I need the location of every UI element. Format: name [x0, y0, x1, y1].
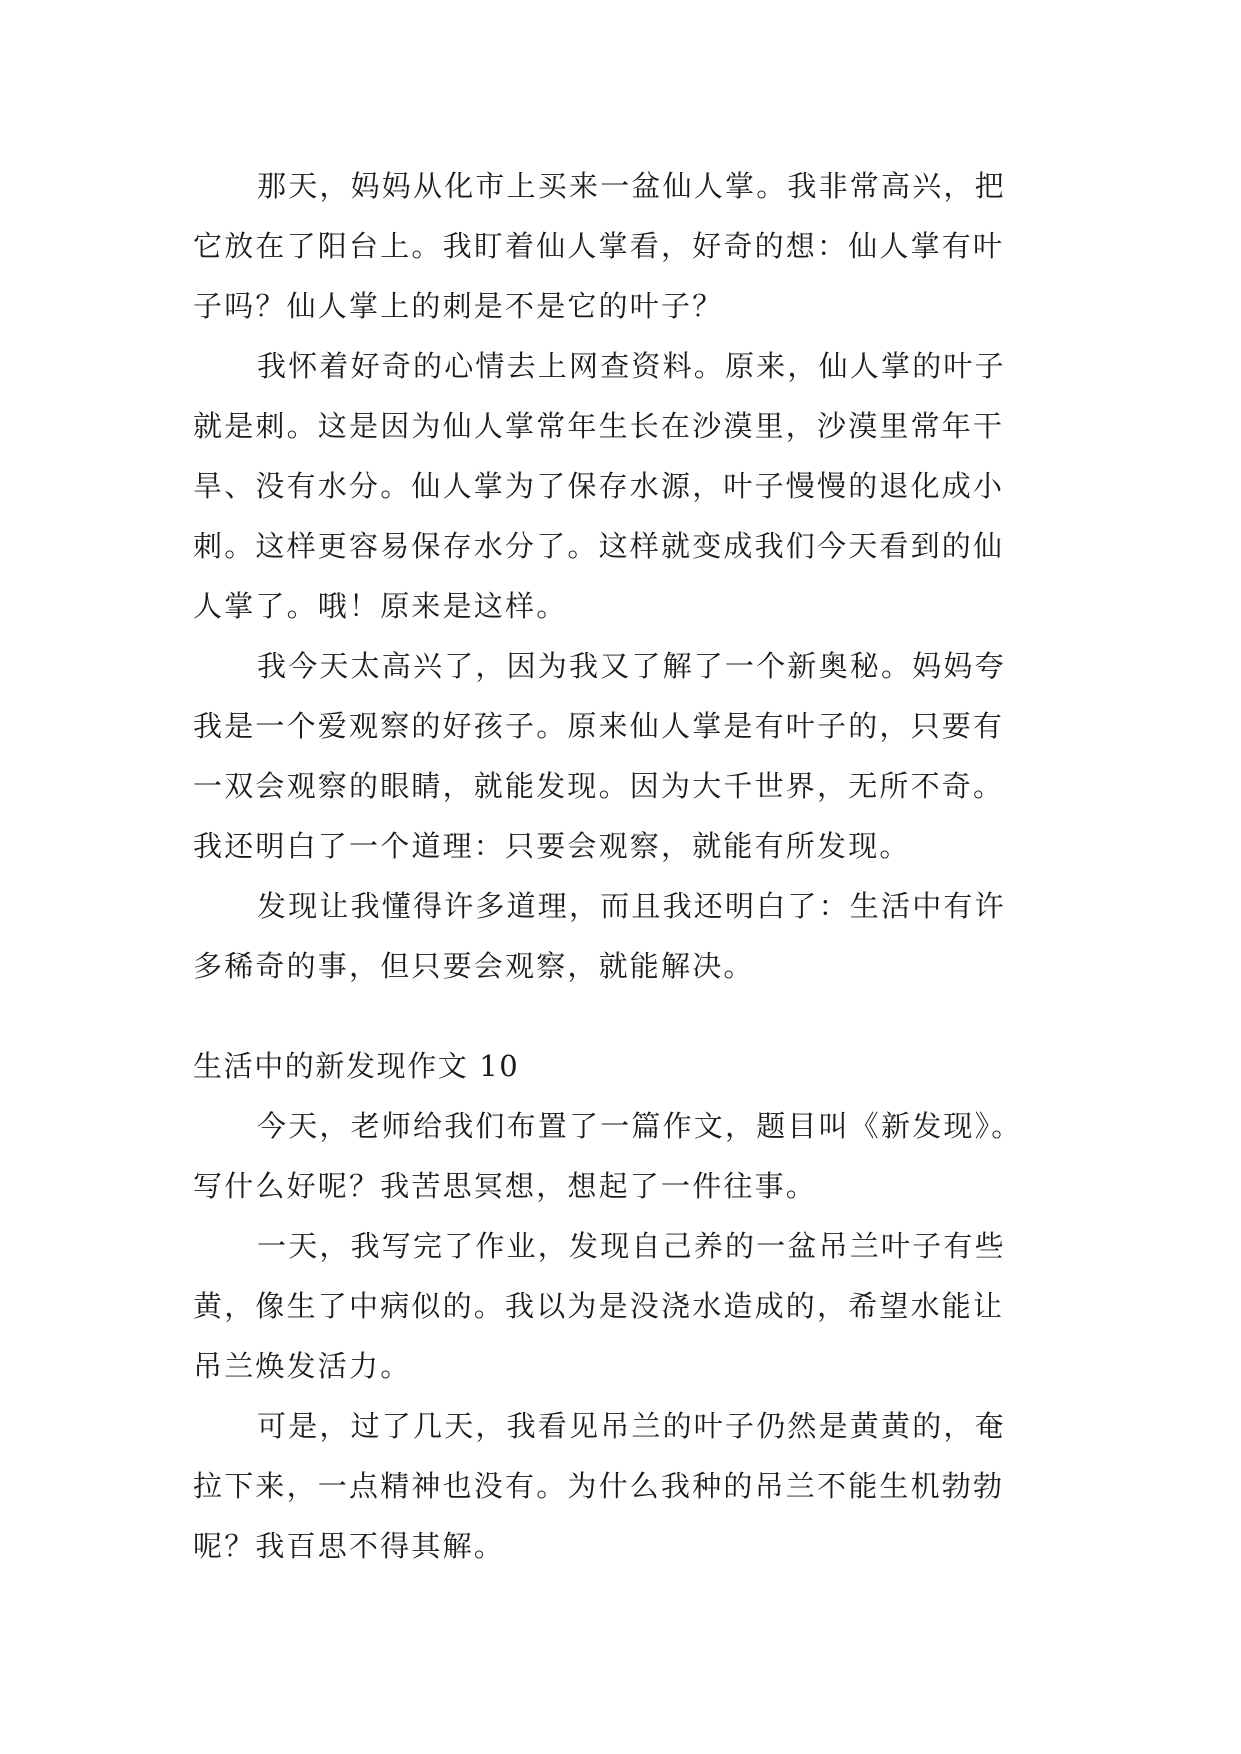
paragraph-line: 它放在了阳台上。我盯着仙人掌看，好奇的想：仙人掌有叶	[193, 229, 1005, 263]
paragraph-line: 一双会观察的眼睛，就能发现。因为大千世界，无所不奇。	[193, 769, 1005, 803]
paragraph-line: 人掌了。哦！原来是这样。	[193, 589, 568, 623]
paragraph-line: 拉下来，一点精神也没有。为什么我种的吊兰不能生机勃勃	[193, 1469, 1005, 1503]
paragraph-line: 多稀奇的事，但只要会观察，就能解决。	[193, 949, 755, 983]
paragraph-line: 今天，老师给我们布置了一篇作文，题目叫《新发现》。	[257, 1109, 1023, 1143]
section-title: 生活中的新发现作文 10	[193, 1049, 520, 1083]
paragraph-line: 子吗？仙人掌上的刺是不是它的叶子？	[193, 289, 724, 323]
paragraph-line: 吊兰焕发活力。	[193, 1349, 412, 1383]
paragraph-line: 可是，过了几天，我看见吊兰的叶子仍然是黄黄的，奄	[257, 1409, 1006, 1443]
paragraph-line: 一天，我写完了作业，发现自己养的一盆吊兰叶子有些	[257, 1229, 1006, 1263]
paragraph-line: 我还明白了一个道理：只要会观察，就能有所发现。	[193, 829, 911, 863]
paragraph-line: 呢？我百思不得其解。	[193, 1529, 506, 1563]
paragraph-line: 就是刺。这是因为仙人掌常年生长在沙漠里，沙漠里常年干	[193, 409, 1005, 443]
paragraph-line: 黄，像生了中病似的。我以为是没浇水造成的，希望水能让	[193, 1289, 1005, 1323]
paragraph-line: 我怀着好奇的心情去上网查资料。原来，仙人掌的叶子	[257, 349, 1006, 383]
paragraph-line: 写什么好呢？我苦思冥想，想起了一件往事。	[193, 1169, 818, 1203]
paragraph-line: 刺。这样更容易保存水分了。这样就变成我们今天看到的仙	[193, 529, 1005, 563]
paragraph-line: 我是一个爱观察的好孩子。原来仙人掌是有叶子的，只要有	[193, 709, 1005, 743]
paragraph-line: 我今天太高兴了，因为我又了解了一个新奥秘。妈妈夸	[257, 649, 1006, 683]
paragraph-line: 旱、没有水分。仙人掌为了保存水源，叶子慢慢的退化成小	[193, 469, 1005, 503]
paragraph-line: 发现让我懂得许多道理，而且我还明白了：生活中有许	[257, 889, 1006, 923]
paragraph-line: 那天，妈妈从化市上买来一盆仙人掌。我非常高兴，把	[257, 169, 1006, 203]
